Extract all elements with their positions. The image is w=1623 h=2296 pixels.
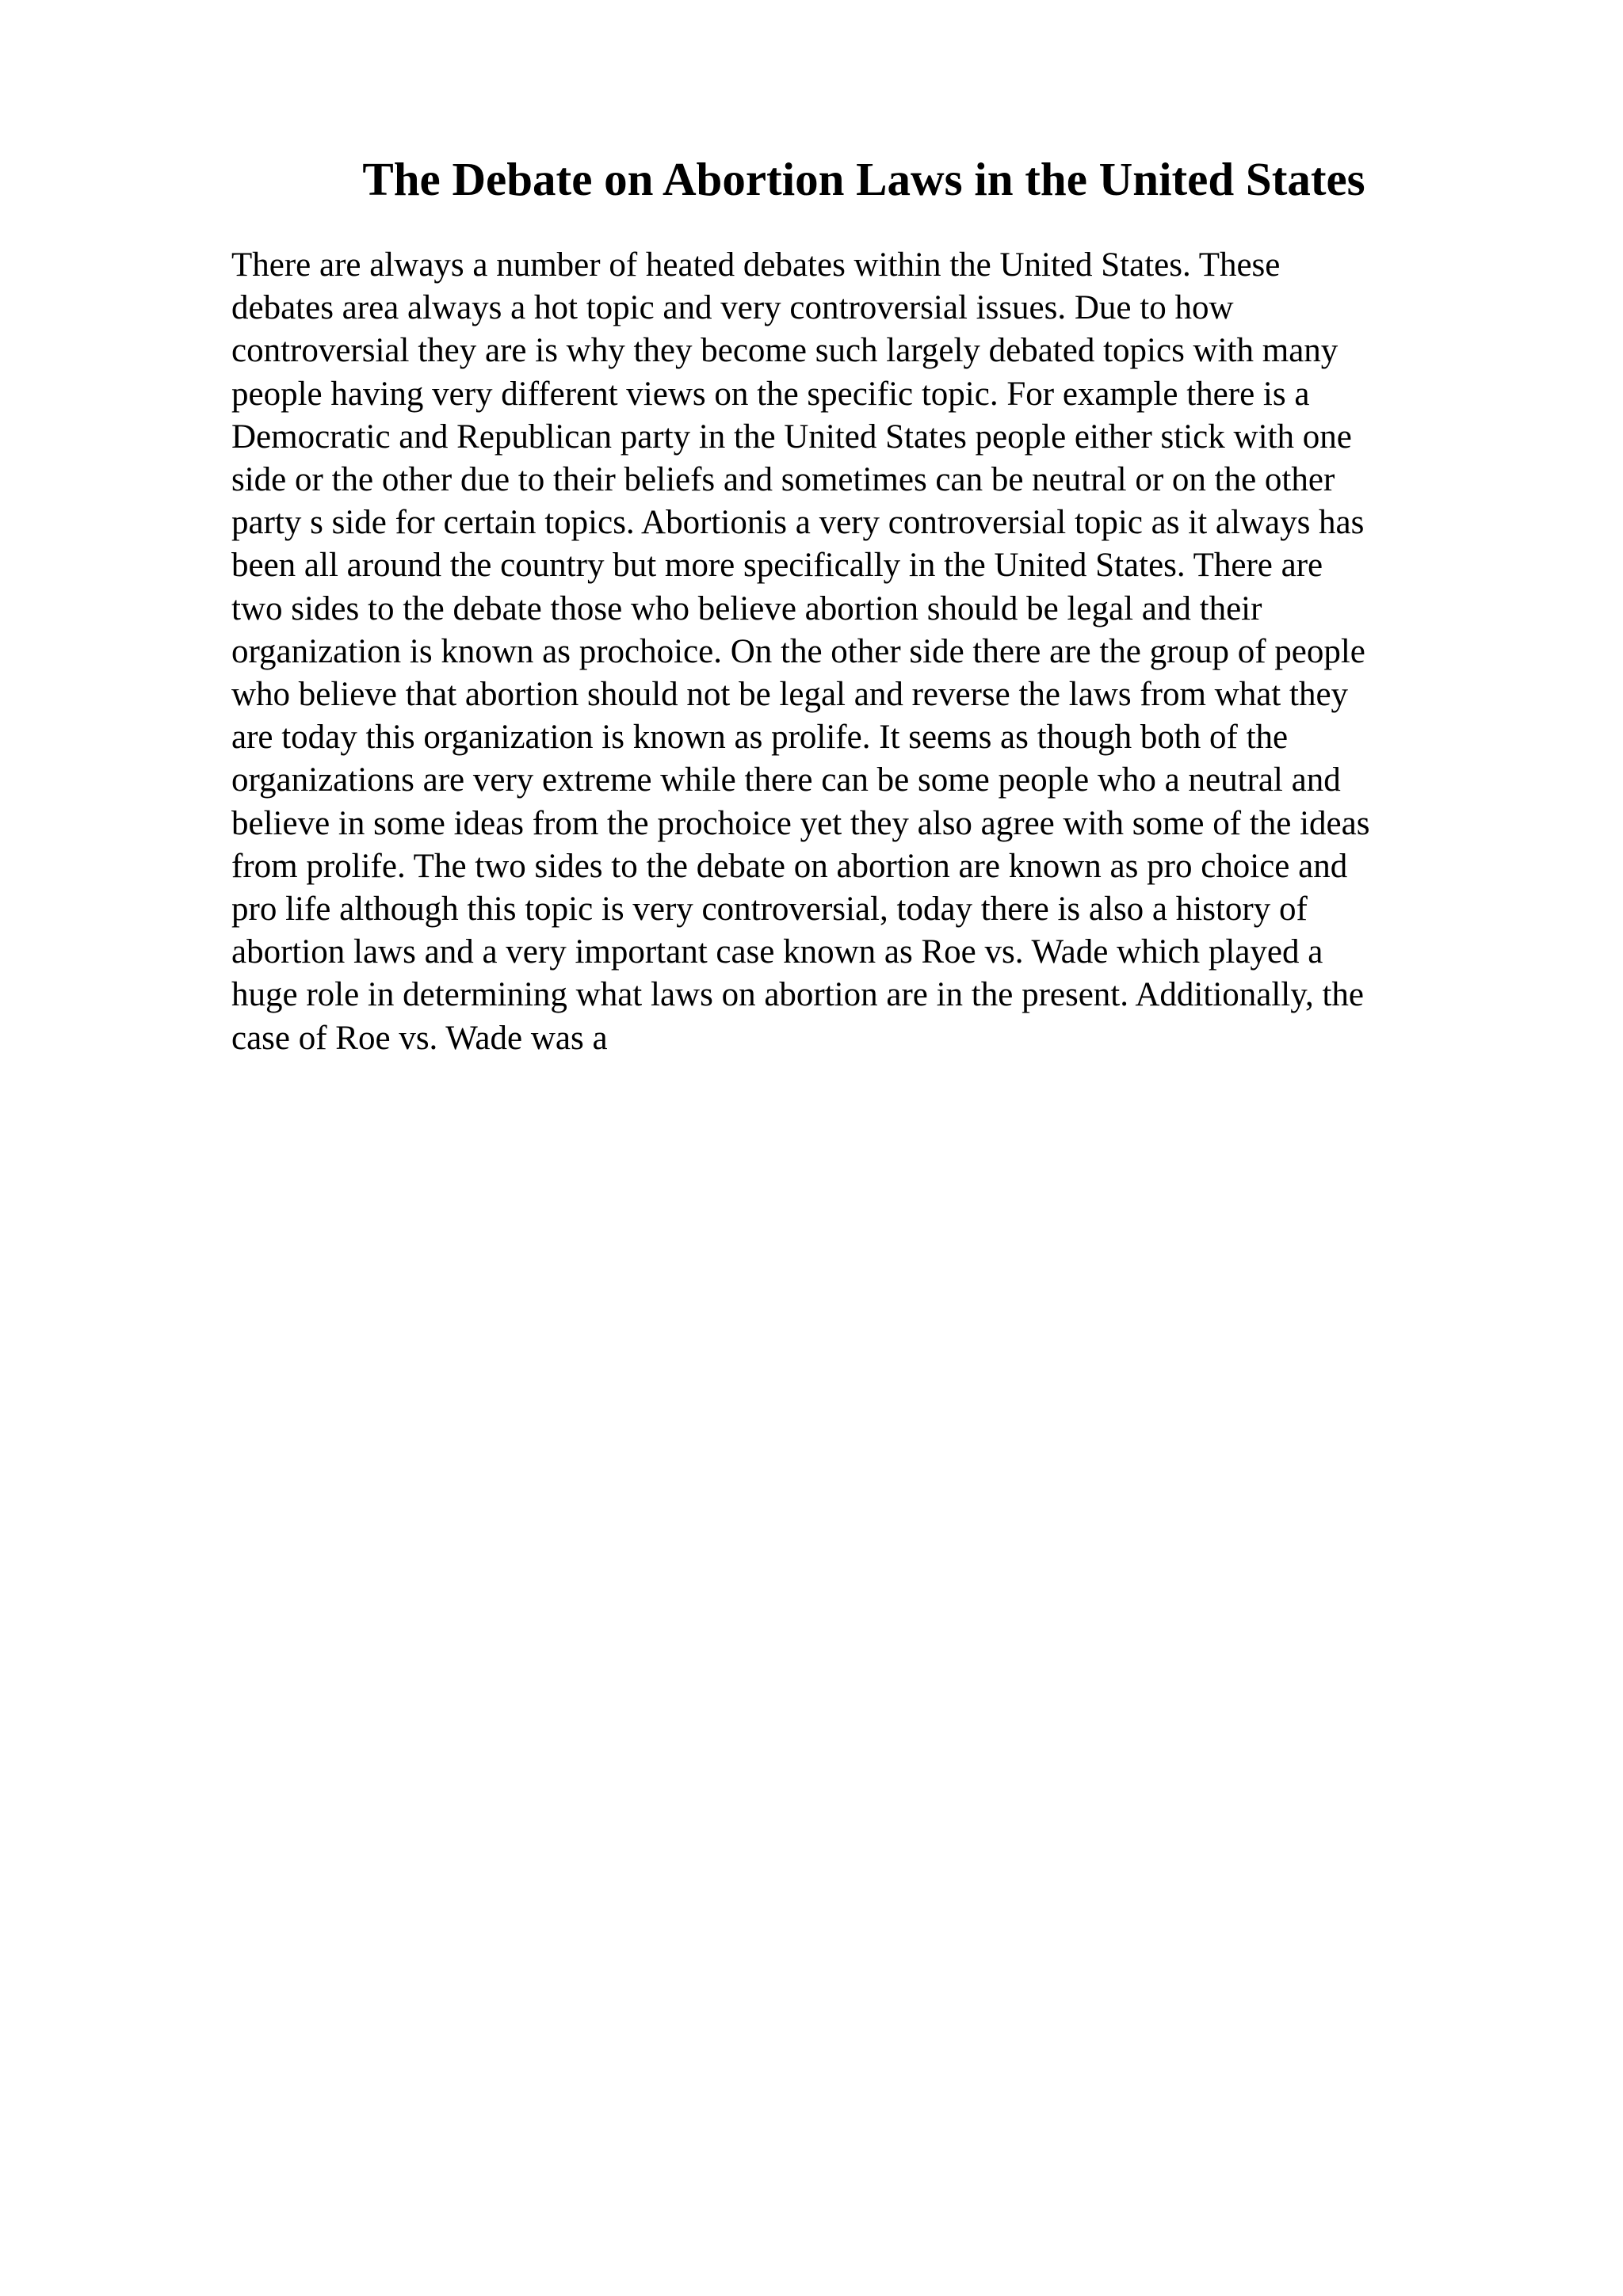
body-line: Democratic and Republican party in the United States people either stick with one	[231, 418, 1352, 456]
body-line: There are always a number of heated debates within the United States. These	[231, 246, 1281, 284]
body-line: side or the other due to their beliefs and sometimes can be neutral or on the other	[231, 461, 1335, 499]
body-line: believe in some ideas from the prochoice yet they also agree with some of the ideas	[231, 804, 1370, 842]
body-line: been all around the country but more specifically in the United States. There are	[231, 547, 1323, 585]
body-line: who believe that abortion should not be legal and reverse the laws from what they	[231, 676, 1349, 714]
body-line: debates area always a hot topic and very controversial issues. Due to how	[231, 289, 1234, 327]
body-line: people having very different views on the specific topic. For example there is a	[231, 375, 1310, 413]
body-line: are today this organization is known as prolife. It seems as though both of the	[231, 719, 1289, 757]
document-title: The Debate on Abortion Laws in the United States	[362, 153, 1365, 205]
body-line: abortion laws and a very important case known as Roe vs. Wade which played a	[231, 933, 1323, 971]
body-paragraph	[231, 244, 1484, 1060]
body-line: two sides to the debate those who believe abortion should be legal and their	[231, 589, 1262, 627]
body-line: controversial they are is why they become such largely debated topics with many	[231, 332, 1338, 370]
body-line: organizations are very extreme while there can be some people who a neutral and	[231, 761, 1341, 799]
body-line: from prolife. The two sides to the debate on abortion are known as pro choice and	[231, 847, 1348, 885]
body-line: pro life although this topic is very controversial, today there is also a history of	[231, 891, 1308, 929]
body-line: organization is known as prochoice. On the other side there are the group of people	[231, 632, 1365, 670]
body-line: case of Roe vs. Wade was a	[231, 1019, 608, 1057]
body-line: party s side for certain topics. Abortionis a very controversial topic as it always has	[231, 504, 1365, 542]
body-line: huge role in determining what laws on abortion are in the present. Additionally, the	[231, 976, 1364, 1014]
